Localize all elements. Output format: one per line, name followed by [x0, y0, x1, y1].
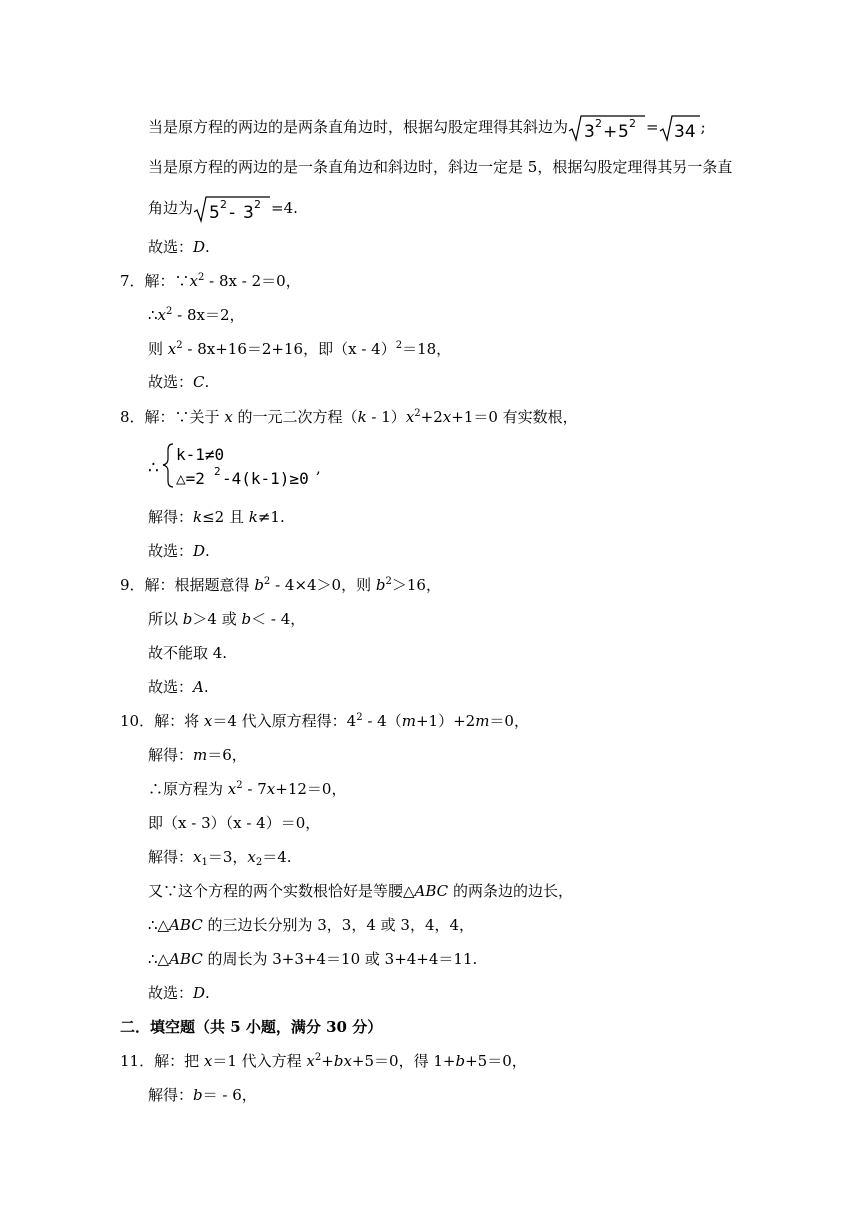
answer-line: 故选：D. [148, 984, 210, 1002]
question-text: 11．解：把 [120, 1052, 204, 1070]
text-line [148, 195, 298, 223]
answer-label: 故选： [148, 678, 194, 696]
equals-sign: = [646, 118, 659, 136]
var: b [254, 576, 264, 594]
line-text: ∴原方程为 [148, 780, 228, 798]
text-line [148, 915, 474, 935]
line-text: 所以 [148, 610, 183, 628]
question-text: 的一元二次方程（ [232, 408, 358, 426]
line-end: ; [700, 118, 706, 136]
question-9 [120, 575, 441, 595]
line-text: 角边为 [148, 199, 194, 217]
line-text: 当是原方程的两边的是一条直角边和斜边时，斜边一定是 5，根据勾股定理得其另一条直 [148, 158, 733, 176]
question-text: 7．解：∵ [120, 272, 190, 290]
line-text: 即（x - 3）（x - 4）＝0， [148, 814, 321, 832]
text-line [148, 949, 477, 969]
question-text: ＝0， [489, 712, 529, 730]
text-line [148, 1085, 257, 1105]
var: ABC [414, 882, 449, 900]
var: x [405, 408, 415, 426]
line-text: 的周长为 3+3+4＝10 或 3+4+4＝11. [202, 950, 478, 968]
answer-label: 故选： [148, 984, 194, 1002]
question-text: ＞16， [391, 576, 441, 594]
var: x [266, 780, 276, 798]
var: b [333, 1052, 344, 1070]
text-line [148, 813, 320, 833]
line-text: 的两条边的边长， [448, 882, 573, 900]
line-text: ∴△ [148, 916, 170, 934]
var: m [401, 712, 416, 730]
var: b [455, 1052, 466, 1070]
var: ABC [169, 916, 203, 934]
question-7 [120, 271, 301, 291]
var: x [203, 712, 213, 730]
question-text: 9．解：根据题意得 [120, 576, 255, 594]
text-line [148, 847, 292, 867]
exponent: 2 [314, 1052, 322, 1063]
question-text: +5＝0， [465, 1052, 527, 1070]
question-text: - 4×4＞0，则 [270, 576, 376, 594]
var: x [189, 272, 199, 290]
line-text: ＝6， [207, 746, 247, 764]
question-text: +1）+2 [415, 712, 476, 730]
var: b [241, 610, 252, 628]
answer-line: 故选：A. [148, 678, 209, 696]
line-text: 解得： [148, 1086, 194, 1104]
sqrt-expression [193, 195, 271, 223]
line-text: 又∵这个方程的两个实数根恰好是等腰△ [148, 882, 415, 900]
system-row-2b: -4(k-1)≥0 [222, 469, 309, 488]
brace-icon [163, 444, 173, 487]
question-text: - 4（ [362, 712, 402, 730]
line-text: 的三边长分别为 3，3，4 或 3，4，4， [202, 916, 475, 934]
question-text: + [321, 1052, 334, 1070]
var: m [475, 712, 490, 730]
text-line [148, 114, 706, 142]
line-text: ＝3， [207, 848, 248, 866]
text-line [148, 609, 305, 629]
system-row-2a: △=2 [176, 469, 205, 488]
question-text: +5＝0，得 1+ [351, 1052, 456, 1070]
line-text: ≠1. [257, 508, 285, 526]
exponent: 2 [395, 340, 403, 351]
exponent: 2 [220, 198, 228, 211]
answer-choice: D [193, 542, 206, 560]
svg-text:+: + [603, 122, 618, 142]
question-text: - 8x - 2＝0， [204, 272, 301, 290]
line-text: =4. [271, 199, 298, 217]
section-heading [120, 1017, 382, 1037]
sqrt-expression [568, 114, 646, 142]
var: x [157, 306, 167, 324]
answer-choice: C [193, 373, 205, 391]
answer-choice: D [193, 238, 206, 256]
var: b [375, 576, 386, 594]
var: x [247, 848, 256, 866]
line-text: ＝4. [262, 848, 292, 866]
text-line [148, 643, 227, 663]
line-text: 解得： [148, 508, 194, 526]
line-text: ＞4 或 [192, 610, 242, 628]
line-text: +12＝0， [275, 780, 347, 798]
var: b [182, 610, 193, 628]
line-text: - 7 [242, 780, 267, 798]
svg-text:∴: ∴ [148, 458, 159, 478]
answer-line: 故选：C. [148, 373, 210, 391]
var: b [193, 1086, 203, 1104]
var: ABC [169, 950, 203, 968]
question-text: - 1） [366, 408, 406, 426]
exponent: 2 [166, 306, 173, 317]
svg-text:-: - [229, 203, 236, 223]
var: x [306, 1052, 315, 1070]
var: x [224, 408, 233, 426]
line-text: ＝ - 6， [202, 1086, 257, 1104]
var: x [227, 780, 237, 798]
line-text: 则 [148, 340, 168, 358]
question-text: +2 [420, 408, 443, 426]
radicand-a: 3 [584, 122, 595, 142]
exponent: 2 [263, 576, 271, 587]
var: x [193, 848, 202, 866]
var: m [193, 746, 208, 764]
section-title: 二．填空题（共 5 小题，满分 30 分） [120, 1018, 383, 1036]
sqrt-expression [659, 114, 701, 142]
subscript: 1 [201, 857, 208, 868]
text-line [148, 157, 732, 177]
radicand-b: 3 [243, 203, 254, 223]
answer-line: 故选：D. [148, 542, 210, 560]
answer-choice: A [193, 678, 204, 696]
exponent: 2 [254, 198, 262, 211]
question-text: 8．解：∵关于 [120, 408, 225, 426]
line-text: ＜ - 4， [251, 610, 306, 628]
system-row-1: k-1≠0 [176, 445, 225, 464]
var: k [193, 508, 203, 526]
line-text: 解得： [148, 848, 194, 866]
text-line [148, 881, 573, 901]
exponent: 2 [198, 272, 205, 283]
exponent: 2 [385, 576, 392, 587]
exponent: 2 [414, 408, 421, 419]
exponent: 2 [214, 465, 221, 478]
text-line [148, 507, 285, 527]
line-text: ≤2 且 [202, 508, 249, 526]
question-8 [120, 407, 578, 427]
exponent: 2 [595, 117, 603, 130]
inequality-system [148, 440, 338, 490]
question-10 [120, 711, 529, 731]
line-text: 当是原方程的两边的是两条直角边时，根据勾股定理得其斜边为 [148, 118, 569, 136]
var: x [203, 1052, 213, 1070]
line-text: - 8x＝2， [172, 306, 245, 324]
text-line [148, 779, 346, 799]
answer-line: 故选：D. [148, 238, 210, 256]
answer-label: 故选： [148, 542, 194, 560]
var: x [343, 1052, 352, 1070]
line-text: ＝18， [402, 340, 452, 358]
question-text: ＝1 代入方程 [212, 1052, 307, 1070]
text-line [148, 745, 247, 765]
line-text: 故不能取 4. [148, 644, 228, 662]
text-line [148, 339, 451, 359]
radicand: 34 [673, 122, 696, 142]
radicand-a: 5 [209, 203, 220, 223]
var: k [357, 408, 367, 426]
radicand-b: 5 [618, 122, 629, 142]
var: x [442, 408, 452, 426]
question-text: +1＝0 有实数根， [451, 408, 578, 426]
exponent: 2 [236, 780, 243, 791]
answer-label: 故选： [148, 238, 194, 256]
exponent: 2 [629, 117, 637, 130]
exponent: 2 [176, 340, 183, 351]
exponent: 2 [356, 712, 363, 723]
line-text: - 8x+16＝2+16，即（x - 4） [182, 340, 396, 358]
question-11 [120, 1051, 527, 1071]
subscript: 2 [255, 857, 263, 868]
line-text: ∴△ [148, 950, 170, 968]
text-line: $\therefore x^2 - 8x=2$， [148, 306, 245, 324]
answer-choice: D [193, 984, 206, 1002]
svg-text:,: , [316, 459, 321, 477]
answer-label: 故选： [148, 373, 194, 391]
line-text: 解得： [148, 746, 194, 764]
question-text: 10．解：将 [120, 712, 204, 730]
var: x [167, 340, 177, 358]
var: k [248, 508, 258, 526]
question-text: ＝4 代入原方程得：4 [212, 712, 357, 730]
